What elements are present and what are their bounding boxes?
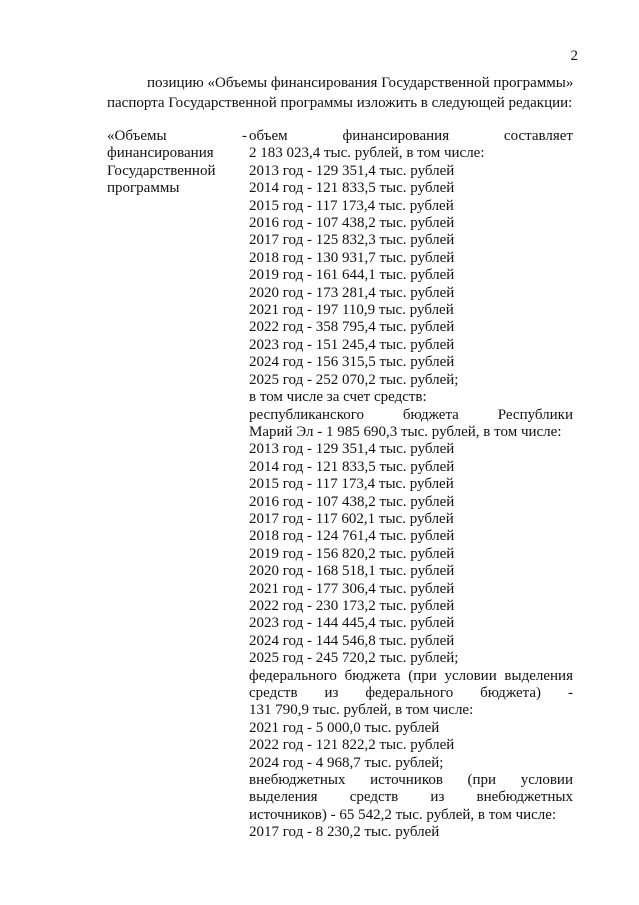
year-line: 2022 год - 121 822,2 тыс. рублей [249,737,455,754]
year-line: 2021 год - 197 110,9 тыс. рублей [249,302,454,319]
label-word: «Объемы [107,128,167,144]
year-line: 2025 год - 252 070,2 тыс. рублей; [249,371,459,388]
heading-word: - [567,685,573,701]
year-line: 2016 год - 107 438,2 тыс. рублей [249,215,455,232]
year-line: 2014 год - 121 833,5 тыс. рублей [249,180,455,197]
year-line: 2020 год - 168 518,1 тыс. рублей [249,563,455,580]
year-line: 2021 год - 5 000,0 тыс. рублей [249,719,440,736]
total-heading [249,128,573,145]
heading-word: финансирования [342,128,450,144]
year-line: 2013 год - 129 351,4 тыс. рублей [249,441,455,458]
year-line: 2018 год - 124 761,4 тыс. рублей [249,528,455,545]
year-line: 2021 год - 177 306,4 тыс. рублей [249,580,455,597]
heading-word: внебюджетных [249,772,346,789]
heading-word: источников [370,772,443,789]
year-line: 2014 год - 121 833,5 тыс. рублей [249,458,455,475]
heading-word: федерального [365,685,454,701]
heading-word: (при [467,772,497,789]
heading-word: условии [520,772,573,789]
year-line: 2024 год - 4 968,7 тыс. рублей; [249,754,444,771]
year-line: 2016 год - 107 438,2 тыс. рублей [249,493,455,510]
year-line: 2013 год - 129 351,4 тыс. рублей [249,162,455,179]
heading-word: из [324,685,339,701]
federal-heading-line-1 [249,668,573,685]
year-line: 2015 год - 117 173,4 тыс. рублей [249,476,454,493]
year-line: 2022 год - 358 795,4 тыс. рублей [249,319,455,336]
sources-intro: в том числе за счет средств: [249,389,427,406]
heading-word: средств [349,789,399,806]
heading-word: объем [249,128,288,144]
intro-line-2: паспорта Государственной программы изложить в следующей редакции: [107,95,573,111]
label-line-4: программы [107,180,180,197]
label-line-2: финансирования [107,145,214,162]
heading-word: составляет [503,128,573,144]
year-line: 2015 год - 117 173,4 тыс. рублей [249,197,454,214]
extrabudget-years-list [249,824,573,841]
heading-word: средств [249,685,298,701]
year-line: 2024 год - 144 546,8 тыс. рублей [249,632,455,649]
label-dash: - [242,128,247,144]
year-line: 2022 год - 230 173,2 тыс. рублей [249,597,455,614]
federal-amount: 131 790,9 тыс. рублей, в том числе: [249,702,474,719]
year-line: 2017 год - 117 602,1 тыс. рублей [249,510,454,527]
federal-years-list [249,720,573,772]
total-years-list [249,163,573,389]
year-line: 2019 год - 161 644,1 тыс. рублей [249,267,455,284]
federal-heading-line-2 [249,685,573,702]
year-line: 2017 год - 125 832,3 тыс. рублей [249,232,455,249]
extrabudget-heading-line-1 [249,772,573,789]
year-line: 2019 год - 156 820,2 тыс. рублей [249,545,455,562]
heading-word: внебюджетных [476,789,573,806]
year-line: 2025 год - 245 720,2 тыс. рублей; [249,650,459,667]
year-line: 2023 год - 151 245,4 тыс. рублей [249,336,455,353]
heading-word: бюджета) [480,685,542,701]
republican-years-list [249,441,573,667]
year-line: 2018 год - 130 931,7 тыс. рублей [249,249,455,266]
year-line: 2024 год - 156 315,5 тыс. рублей [249,354,455,371]
intro-paragraph [107,73,577,113]
label-line-1 [107,128,247,145]
funding-content [249,128,573,842]
extrabudget-heading-line-2 [249,789,573,806]
page-number: 2 [570,48,578,64]
heading-word: федерального [249,667,337,684]
heading-word: бюджета [344,667,401,684]
total-amount: 2 183 023,4 тыс. рублей, в том числе: [249,145,485,162]
republican-amount: Марий Эл - 1 985 690,3 тыс. рублей, в том числе: [249,423,562,440]
heading-word: выделения [504,667,573,684]
heading-word: республиканского [249,406,364,423]
intro-line-1: позицию «Объемы финансирования Государственной программы» [147,75,574,91]
position-label [107,128,247,198]
republican-heading [249,407,573,424]
heading-word: Республики [497,406,573,423]
heading-word: из [430,789,445,806]
heading-word: (при [408,667,437,684]
extrabudget-amount: источников) - 65 542,2 тыс. рублей, в том числе: [249,806,557,823]
year-line: 2017 год - 8 230,2 тыс. рублей [249,824,440,841]
heading-word: условии [444,667,497,684]
heading-word: выделения [249,789,318,806]
label-line-3: Государственной [107,162,216,179]
year-line: 2020 год - 173 281,4 тыс. рублей [249,284,455,301]
year-line: 2023 год - 144 445,4 тыс. рублей [249,615,455,632]
heading-word: бюджета [402,406,459,423]
